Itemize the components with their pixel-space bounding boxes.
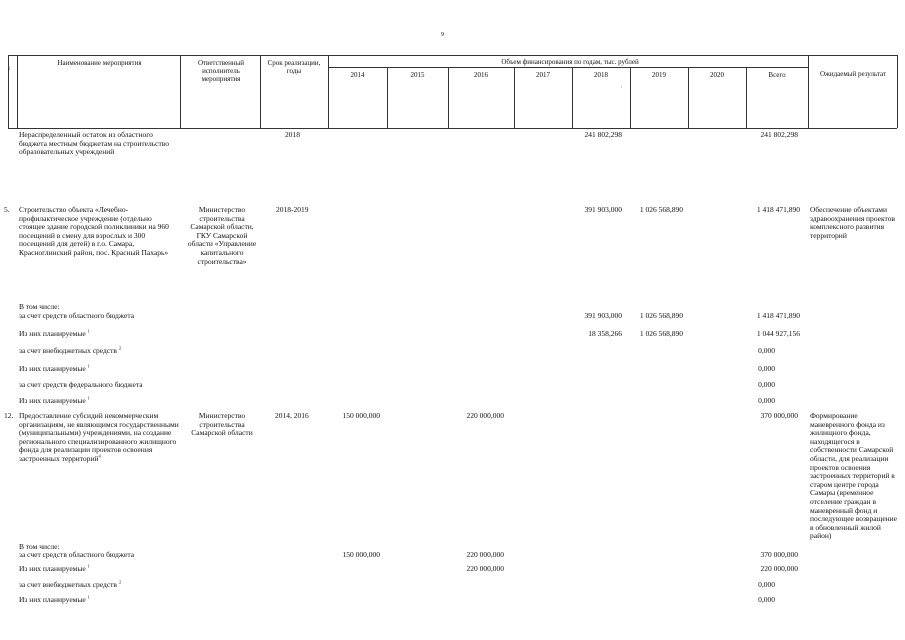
- planned-label: Из них планируемые $^1$: [19, 594, 90, 604]
- header-financing: Объем финансирования по годам, тыс. рублей: [501, 58, 639, 66]
- federal-budget-label: за счет средств федерального бюджета: [19, 380, 143, 389]
- header-result: Ожидаемый результат: [819, 70, 887, 78]
- value-total: 241 802,298: [760, 130, 798, 139]
- col-divider: [180, 55, 181, 128]
- header-year-2016: 2016: [474, 71, 488, 79]
- header-year-2018: 2018: [594, 71, 608, 79]
- header-years-border: [328, 67, 808, 68]
- header-total: Всего: [768, 71, 786, 79]
- row-result: Обеспечение объектами здравоохранения проектов комплексного развития территорий: [810, 205, 895, 240]
- extrabudgetary-label: за счет внебюджетных средств $^2$: [19, 345, 122, 355]
- value-2018: 241 802,298: [584, 130, 622, 139]
- value-total: 0,000: [758, 580, 775, 589]
- value-2014: 150 000,000: [342, 411, 380, 420]
- planned-label: Из них планируемые $^1$: [19, 328, 90, 338]
- extrabudgetary-label: за счет внебюджетных средств $^2$: [19, 579, 122, 589]
- header-name: Наименование мероприятия: [57, 59, 142, 67]
- row-period: 2018: [285, 130, 300, 139]
- including-label: В том числе:: [19, 542, 60, 551]
- row-period: 2014, 2016: [275, 411, 309, 420]
- value-2016: 220 000,000: [466, 411, 504, 420]
- value-2016: 220 000,000: [466, 550, 504, 559]
- value-total: 1 418 471,890: [756, 311, 800, 320]
- value-2016: 220 000,000: [466, 564, 504, 573]
- row-number: 5.: [4, 205, 10, 214]
- value-2019: 1 026 568,890: [639, 329, 683, 338]
- col-divider: [897, 55, 898, 128]
- value-2019: 1 026 568,890: [639, 205, 683, 214]
- value-total: 0,000: [758, 595, 775, 604]
- header-year-2015: 2015: [410, 71, 425, 79]
- value-total: 0,000: [758, 364, 775, 373]
- row-name: Нераспределенный остаток из областного бюджета местным бюджетам на строительство образовательных учреждений: [19, 130, 170, 157]
- value-total: 0,000: [758, 346, 775, 355]
- header-year-2019: 2019: [652, 71, 666, 79]
- value-total: 1 044 927,156: [756, 329, 800, 338]
- value-2019: 1 026 568,890: [639, 311, 683, 320]
- page-number: 9: [441, 32, 444, 38]
- header-bottom-border: [8, 128, 897, 129]
- col-divider: [17, 55, 18, 128]
- row-responsible: Министерство строительства Самарской области, ГКУ Самарской области «Управление капитального строительства»: [187, 205, 257, 266]
- row-result: Формирование маневренного фонда из жилищного фонда, находящегося в собственности Самарской области, для реализации проектов освоения застроенных территорий в старом центре города Самары (временное отселение граждан в маневренный фонд и последующее возвращение в обновленный жилой район): [810, 411, 898, 541]
- planned-label: Из них планируемые $^1$: [19, 395, 90, 405]
- row-name: Предоставление субсидий некоммерческим организациям, не являющимся государственными (муниципальными) учреждениями, на создание регионального специализированного жилищного фонда для реализации проектов освоения застроенных территорий$^4$: [19, 411, 179, 463]
- col-divider: [328, 55, 329, 128]
- header-period: Срок реализации, годы: [267, 59, 321, 75]
- value-2018: 391 903,000: [584, 205, 622, 214]
- col-divider: [808, 55, 809, 128]
- value-total: 0,000: [758, 380, 775, 389]
- col-divider: [260, 55, 261, 128]
- regional-budget-label: за счет средств областного бюджета: [19, 311, 135, 320]
- header-year-2014: 2014: [350, 71, 365, 79]
- including-label: В том числе:: [19, 302, 60, 311]
- value-2014: 150 000,000: [342, 550, 380, 559]
- header-year-2017: 2017: [536, 71, 550, 79]
- header-top-border: [8, 55, 897, 56]
- regional-budget-label: за счет средств областного бюджета: [19, 550, 135, 559]
- value-2018: 18 358,266: [588, 329, 622, 338]
- planned-label: Из них планируемые $^1$: [19, 363, 90, 373]
- header-year-2020: 2020: [710, 71, 724, 79]
- value-2018: 391 903,000: [584, 311, 622, 320]
- value-total: 370 000,000: [760, 550, 798, 559]
- row-name: Строительство объекта «Лечебно-профилактическое учреждение (отдельно стоящее здание городской поликлиники на 960 посещений в смену для взрослых и 300 посещений для детей) в г.о. Самара, Красноглинский район, пос. Красный Пахарь»: [19, 205, 169, 257]
- header-responsible: Ответственный исполнитель мероприятия: [197, 59, 245, 83]
- row-period: 2018-2019: [276, 205, 309, 214]
- row-number: 12.: [4, 411, 14, 420]
- planned-label: Из них планируемые $^1$: [19, 563, 90, 573]
- value-total: 220 000,000: [760, 564, 798, 573]
- row-responsible: Министерство строительства Самарской области: [191, 411, 253, 438]
- value-total: 1 418 471,890: [756, 205, 800, 214]
- value-total: 370 000,000: [760, 411, 798, 420]
- value-total: 0,000: [758, 396, 775, 405]
